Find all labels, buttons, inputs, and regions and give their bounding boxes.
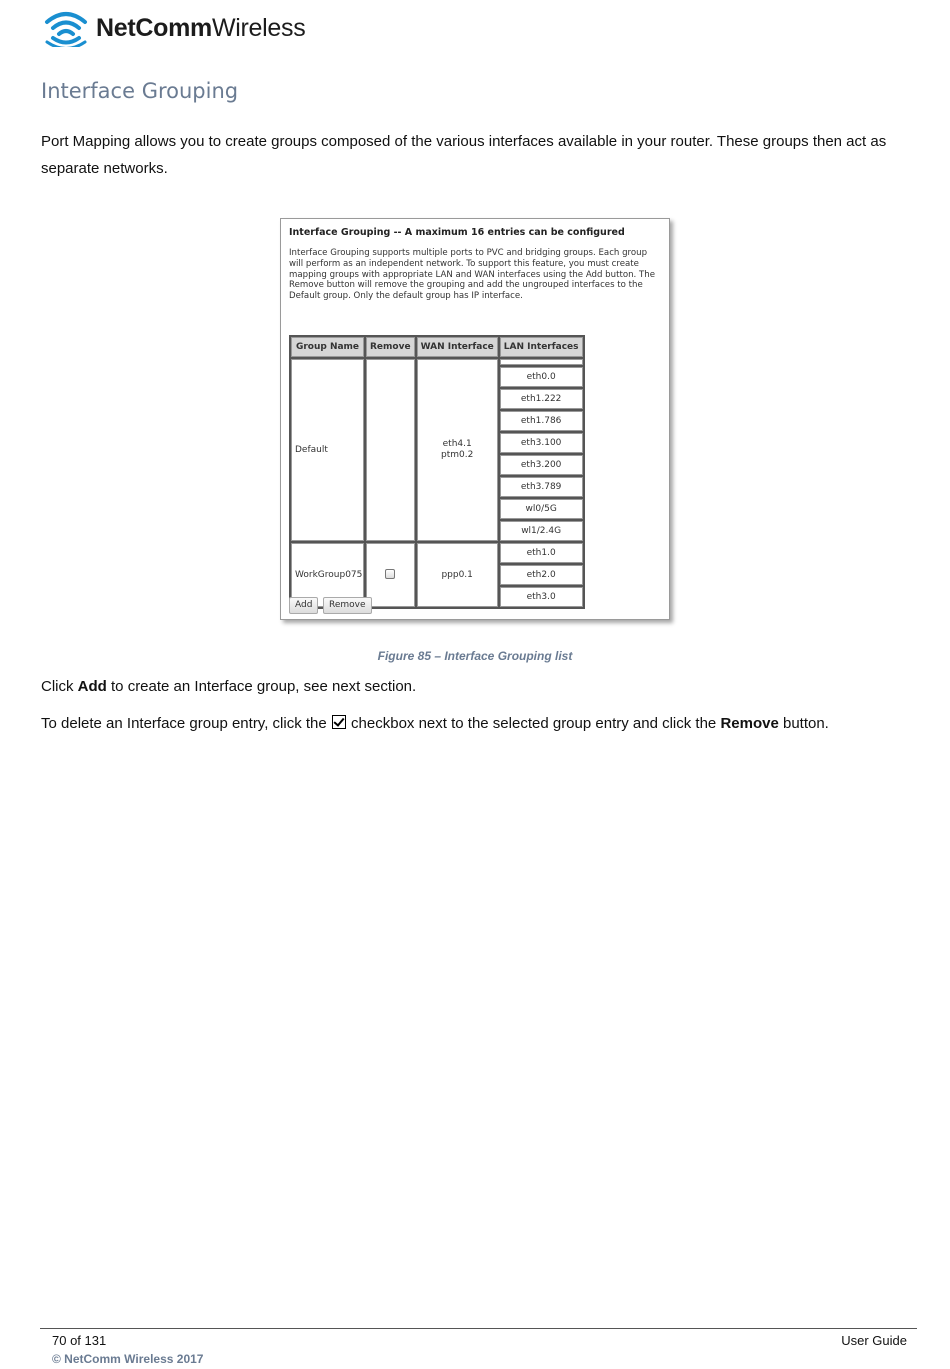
lan-cell: eth1.0 bbox=[500, 543, 583, 563]
lan-cell: eth1.786 bbox=[500, 411, 583, 431]
screenshot-description: Interface Grouping supports multiple ports to PVC and bridging groups. Each group will perform as an independent network. To support this feature, you must create mapping groups with appropriate LAN and WAN interfaces using the Add button. The Remove button will remove the grouping and add the ungrouped interfaces to the Default group. Only the default group has IP interface. bbox=[289, 248, 655, 302]
add-button[interactable]: Add bbox=[289, 597, 318, 614]
wan-cell-default: eth4.1 ptm0.2 bbox=[417, 359, 498, 541]
interface-grouping-table bbox=[289, 335, 585, 609]
wan-cell-workgroup: ppp0.1 bbox=[417, 543, 498, 607]
table-row bbox=[291, 543, 583, 563]
lan-cell: eth0.0 bbox=[500, 367, 583, 387]
section-title: Interface Grouping bbox=[41, 79, 239, 103]
lan-cell: eth3.200 bbox=[500, 455, 583, 475]
col-lan-interfaces: LAN Interfaces bbox=[500, 337, 583, 357]
interface-grouping-screenshot bbox=[280, 218, 670, 620]
lan-cell: eth2.0 bbox=[500, 565, 583, 585]
lan-cell: wl1/2.4G bbox=[500, 521, 583, 541]
col-group-name: Group Name bbox=[291, 337, 364, 357]
logo-wordmark: NetCommWireless bbox=[96, 13, 306, 42]
group-name-default: Default bbox=[291, 359, 364, 541]
lan-cell: eth3.0 bbox=[500, 587, 583, 607]
delete-paragraph: To delete an Interface group entry, click the checkbox next to the selected group entry and click the Remove button. bbox=[41, 715, 829, 732]
page-number: 70 of 131 bbox=[52, 1333, 107, 1348]
footer-divider bbox=[40, 1328, 917, 1329]
wifi-logo-icon bbox=[44, 9, 88, 47]
document-type: User Guide bbox=[841, 1333, 907, 1348]
col-remove: Remove bbox=[366, 337, 415, 357]
checkbox-icon bbox=[332, 715, 346, 729]
table-row bbox=[291, 359, 583, 365]
lan-cell: eth3.100 bbox=[500, 433, 583, 453]
screenshot-title: Interface Grouping -- A maximum 16 entries can be configured bbox=[289, 227, 625, 238]
intro-paragraph: Port Mapping allows you to create groups composed of the various interfaces available in your router. These groups then act as separate networks. bbox=[41, 133, 887, 177]
remove-cell-workgroup bbox=[366, 543, 415, 607]
lan-cell: eth3.789 bbox=[500, 477, 583, 497]
remove-button[interactable]: Remove bbox=[323, 597, 372, 614]
figure-caption: Figure 85 – Interface Grouping list bbox=[377, 649, 573, 663]
remove-cell-default bbox=[366, 359, 415, 541]
lan-cell-empty bbox=[500, 359, 583, 365]
click-add-paragraph: Click Add to create an Interface group, see next section. bbox=[41, 678, 417, 695]
lan-cell: wl0/5G bbox=[500, 499, 583, 519]
lan-cell: eth1.222 bbox=[500, 389, 583, 409]
group-name-workgroup: WorkGroup075 bbox=[291, 543, 364, 607]
netcomm-logo bbox=[44, 8, 305, 48]
copyright: © NetComm Wireless 2017 bbox=[52, 1352, 204, 1366]
col-wan-interface: WAN Interface bbox=[417, 337, 498, 357]
remove-checkbox[interactable] bbox=[385, 569, 395, 579]
